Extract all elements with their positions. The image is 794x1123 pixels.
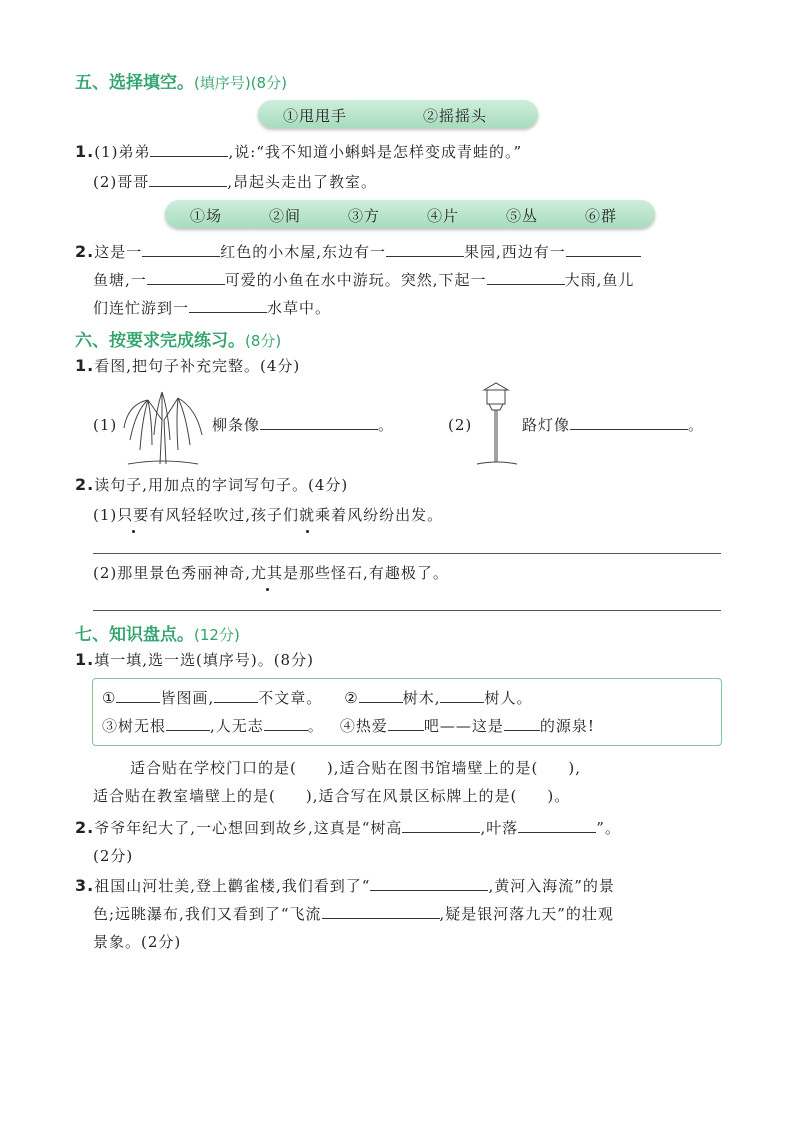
box-row-2 [102,716,595,736]
street-lamp-illustration [475,380,520,468]
text: (2)哥哥 [93,173,150,191]
answer-blank[interactable] [166,716,210,731]
answer-blank[interactable] [189,298,267,313]
s6-q2-sentence-2 [93,563,449,583]
answer-blank[interactable] [264,716,308,731]
text: 吧——这是 [423,717,504,735]
s7-q3-line3: 景象。(2分) [93,933,182,951]
answer-blank[interactable] [487,270,565,285]
text: ),适合写在风景区标牌上的是( [305,787,518,805]
section-5-title [75,68,287,93]
s5-q2-line1 [75,242,641,262]
answer-blank[interactable] [504,716,540,731]
willow-tree-illustration [118,380,208,465]
option-4: ④片 [427,207,460,225]
s6-q2-sentence-1 [93,505,443,525]
answer-line-1[interactable] [93,553,721,554]
question-number: 2. [75,818,95,837]
section-6-heading: 六、按要求完成练习。 [75,331,245,351]
section-7-points: (12分) [194,626,240,644]
text: ,说:“我不知道小蝌蚪是怎样变成青蛙的。” [228,143,523,161]
answer-blank[interactable] [518,818,596,833]
section-7-heading: 七、知识盘点。 [75,625,194,645]
dotted-word: 只要 [117,506,150,524]
text: ), [568,759,581,777]
text: 们连忙游到一 [93,299,190,317]
answer-line-2[interactable] [93,610,721,611]
text: ),适合贴在图书馆墙壁上的是( [326,759,539,777]
text: )。 [547,787,571,805]
text: 可爱的小鱼在水中游玩。突然,下起一 [224,271,487,289]
s5-q1-line1 [75,142,522,162]
answer-blank[interactable] [322,904,440,919]
section-6-title [75,326,281,351]
text: 。 [378,416,395,434]
text: ③树无根 [102,717,167,735]
text: 爷爷年纪大了,一心想回到故乡,这真是“树高 [94,819,403,837]
text: 果园,西边有一 [464,243,566,261]
text: 读句子,用加点的字词写句子。(4分) [94,476,349,494]
s7-q1-line1 [130,758,581,778]
option-1: ①甩甩手 [283,107,348,125]
text: 鱼塘,一 [93,271,147,289]
answer-blank[interactable] [147,270,225,285]
answer-blank[interactable] [150,142,228,157]
text: 这是一 [94,243,143,261]
answer-blank[interactable] [116,688,160,703]
text: (1) [93,506,118,524]
options-pill-2 [165,200,655,228]
dotted-word: 就 [299,506,316,524]
section-7-title [75,620,240,645]
text: 有风轻轻吹过,孩子们 [149,506,300,524]
option-5: ⑤丛 [506,207,539,225]
option-2: ②间 [269,207,302,225]
box-row-1 [102,688,533,708]
text: 看图,把句子补充完整。(4分) [94,357,301,375]
text: ,人无志 [210,717,264,735]
answer-blank[interactable] [570,415,688,430]
s6-q1-b-label: (2) [448,416,473,434]
options-pill-1 [258,100,538,128]
s7-q3-line1 [75,876,615,896]
s6-q2 [75,475,348,495]
answer-blank[interactable] [386,242,464,257]
text: 的源泉! [539,717,595,735]
question-number: 2. [75,475,95,494]
text: 是那些怪石,有趣极了。 [283,564,449,582]
text: 。 [307,717,324,735]
answer-blank[interactable] [359,688,403,703]
s7-q1-line2 [93,786,570,806]
text: 乘着风纷纷出发。 [315,506,444,524]
s7-q2-points: (2分) [93,847,134,865]
text: 不文章。 [258,689,323,707]
section-6-points: (8分) [245,332,282,350]
section-5-heading: 五、选择填空。 [75,73,194,93]
text: ”。 [596,819,621,837]
text: 。 [688,416,705,434]
question-number: 3. [75,876,95,895]
text: ,昂起头走出了教室。 [227,173,378,191]
s7-q1 [75,650,314,670]
text: 适合贴在教室墙壁上的是( [93,787,276,805]
s5-q2-line3 [93,298,331,318]
text: 水草中。 [267,299,332,317]
text: (1)弟弟 [94,143,151,161]
s7-q2-line1 [75,818,621,838]
answer-blank[interactable] [142,242,220,257]
answer-blank[interactable] [402,818,480,833]
text: 树木, [402,689,441,707]
s7-q3-line2 [93,904,614,924]
text: 红色的小木屋,东边有一 [220,243,387,261]
s5-q2-line2 [93,270,634,290]
text: ,疑是银河落九天”的壮观 [439,905,614,923]
answer-blank[interactable] [370,876,488,891]
text: ④热爱 [339,717,388,735]
question-number: 1. [75,650,95,669]
answer-blank[interactable] [214,688,258,703]
s5-q1-line2 [93,172,377,192]
text: 皆图画, [160,689,215,707]
text: ,黄河入海流”的景 [488,877,615,895]
text: 适合贴在学校门口的是( [130,759,297,777]
text: 大雨,鱼儿 [564,271,635,289]
option-6: ⑥群 [585,207,618,225]
text: 路灯像 [522,416,571,434]
s6-q1-b [522,415,704,435]
answer-blank[interactable] [440,688,484,703]
option-3: ③方 [348,207,381,225]
dotted-word: 尤其 [251,564,284,582]
text: ② [344,689,359,707]
question-number: 1. [75,142,95,161]
text: 色;远眺瀑布,我们又看到了“飞流 [93,905,322,923]
s6-q1 [75,356,300,376]
section-5-points: (填序号)(8分) [194,74,287,92]
text: 填一填,选一选(填序号)。(8分) [94,651,314,669]
option-1: ①场 [190,207,223,225]
text: ,叶落 [480,819,519,837]
text: 祖国山河壮美,登上鹳雀楼,我们看到了“ [94,877,371,895]
text: (2)那里景色秀丽神奇, [93,564,252,582]
question-number: 2. [75,242,95,261]
text: 树人。 [484,689,533,707]
answer-blank[interactable] [388,716,424,731]
answer-blank[interactable] [149,172,227,187]
text: 柳条像 [212,416,261,434]
s6-q1-a-label: (1) [93,416,118,434]
question-number: 1. [75,356,95,375]
option-2: ②摇摇头 [423,107,488,125]
answer-blank[interactable] [566,242,641,257]
text: ① [102,689,117,707]
answer-blank[interactable] [260,415,378,430]
s6-q1-a [212,415,394,435]
